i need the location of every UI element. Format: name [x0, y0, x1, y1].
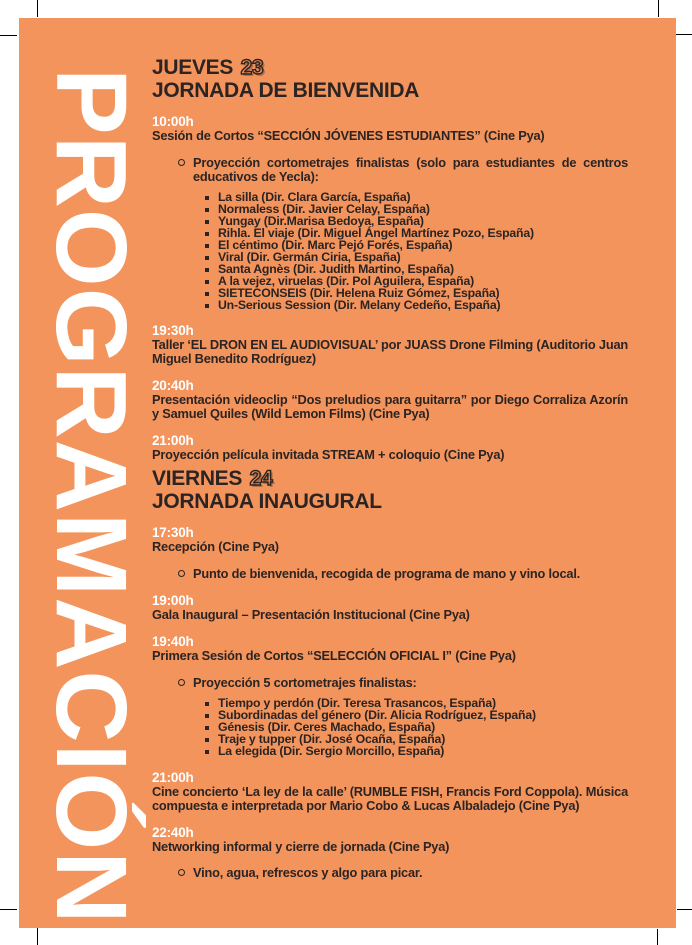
square-bullet-icon	[205, 220, 209, 224]
film-title: Viral (Dir. Germán Ciria, España)	[218, 249, 401, 264]
note-text: Punto de bienvenida, recogida de programa de mano y vino local.	[193, 566, 581, 582]
event-title: Recepción (Cine Pya)	[152, 539, 279, 555]
film-title: Tiempo y perdón (Dir. Teresa Trasancos, España)	[218, 696, 496, 711]
day-subtitle: JORNADA INAUGURAL	[152, 490, 382, 514]
event-title: Taller ‘EL DRON EN EL AUDIOVISUAL’ por JUASS Drone Filming (Auditorio Juan Miguel Benedito Rodríguez)	[152, 337, 628, 367]
day-header	[152, 56, 628, 102]
square-bullet-icon	[205, 726, 209, 730]
square-bullet-icon	[205, 750, 209, 754]
event	[152, 593, 628, 622]
event-title: Presentación videoclip “Dos preludios para guitarra” por Diego Corraliza Azorín y Samuel Quiles (Wild Lemon Films) (Cine Pya)	[152, 392, 628, 421]
day-section	[152, 467, 628, 880]
circle-bullet-icon	[178, 869, 185, 876]
event-time: 20:40h	[152, 378, 194, 394]
day-number: 23	[240, 56, 264, 79]
film-title: Normaless (Dir. Javier Celay, España)	[218, 202, 430, 217]
film-title: SIETECONSEIS (Dir. Helena Ruiz Gómez, España)	[218, 285, 500, 300]
event-time: 22:40h	[152, 824, 194, 840]
square-bullet-icon	[205, 738, 209, 742]
square-bullet-icon	[205, 196, 209, 200]
crop-mark	[677, 909, 692, 910]
film-title: La elegida (Dir. Sergio Morcillo, España)	[218, 744, 445, 759]
square-bullet-icon	[205, 256, 209, 260]
square-bullet-icon	[205, 292, 209, 296]
film-item	[205, 746, 628, 758]
day-subtitle: JORNADA DE BIENVENIDA	[152, 79, 420, 102]
event-title: Cine concierto ‘La ley de la calle’ (RUMBLE FISH, Francis Ford Coppola). Música compuesta e interpretada por Mario Cobo & Lucas Albaladejo (Cine Pya)	[152, 783, 628, 813]
film-item	[205, 297, 628, 312]
film-title: El céntimo (Dir. Marc Pejó Forés, España)	[218, 238, 453, 253]
event-title: Proyección película invitada STREAM + coloquio (Cine Pya)	[152, 446, 505, 462]
square-bullet-icon	[205, 268, 209, 272]
event-time: 19:30h	[152, 323, 194, 339]
crop-mark	[676, 34, 692, 35]
crop-mark	[0, 35, 17, 36]
crop-mark	[658, 0, 659, 17]
event	[152, 433, 628, 462]
square-bullet-icon	[205, 280, 209, 284]
event-time: 21:00h	[152, 432, 194, 448]
day-name: JUEVES	[152, 56, 234, 79]
film-title: Traje y tupper (Dir. José Ocaña, España)	[218, 732, 446, 747]
square-bullet-icon	[205, 304, 209, 308]
day-header	[152, 467, 628, 513]
day-title-line	[152, 56, 628, 79]
film-title: Un-Serious Session (Dir. Melany Cedeño, España)	[218, 297, 501, 312]
event-title: Networking informal y cierre de jornada (Cine Pya)	[152, 838, 450, 854]
crop-mark	[0, 909, 17, 910]
square-bullet-icon	[205, 702, 209, 706]
film-title: La silla (Dir. Clara García, España)	[218, 190, 411, 205]
vertical-title: PROGRAMACIÓN	[35, 68, 147, 925]
event-note	[152, 676, 628, 690]
event-time: 19:00h	[152, 593, 194, 609]
event-time: 10:00h	[152, 114, 194, 129]
film-title: Rihla. El viaje (Dir. Miguel Ángel Martínez Pozo, España)	[218, 226, 534, 241]
crop-mark	[37, 928, 38, 945]
event	[152, 770, 628, 813]
crop-mark	[37, 0, 38, 17]
film-title: Santa Agnès (Dir. Judith Martino, España)	[218, 261, 454, 276]
day-name: VIERNES	[152, 467, 243, 491]
note-text: Vino, agua, refrescos y algo para picar.	[193, 865, 423, 881]
square-bullet-icon	[205, 208, 209, 212]
square-bullet-icon	[205, 714, 209, 718]
event-title: Primera Sesión de Cortos “SELECCIÓN OFICIAL I” (Cine Pya)	[152, 647, 516, 663]
event	[152, 378, 628, 421]
event	[152, 323, 628, 366]
event	[152, 634, 628, 758]
event-title: Gala Inaugural – Presentación Institucional (Cine Pya)	[152, 607, 470, 623]
circle-bullet-icon	[178, 159, 185, 166]
film-title: Yungay (Dir.Marisa Bedoya, España)	[218, 214, 424, 229]
film-title: Génesis (Dir. Ceres Machado, España)	[218, 720, 435, 735]
event-note	[152, 567, 628, 581]
schedule	[152, 56, 628, 880]
crop-mark	[657, 929, 658, 945]
event-time: 21:00h	[152, 769, 194, 785]
event-time: 19:40h	[152, 633, 194, 649]
film-list	[152, 698, 628, 758]
square-bullet-icon	[205, 244, 209, 248]
note-text: Proyección 5 cortometrajes finalistas:	[193, 674, 417, 690]
circle-bullet-icon	[178, 570, 185, 577]
orange-panel	[19, 18, 676, 928]
square-bullet-icon	[205, 232, 209, 236]
day-section	[152, 56, 628, 461]
film-list	[152, 192, 628, 311]
event-title: Sesión de Cortos “SECCIÓN JÓVENES ESTUDIANTES” (Cine Pya)	[152, 128, 545, 143]
event-time: 17:30h	[152, 525, 194, 541]
film-title: Subordinadas del género (Dir. Alicia Rodríguez, España)	[218, 708, 536, 723]
event-note	[152, 156, 628, 184]
film-title: A la vejez, viruelas (Dir. Pol Aguilera, España)	[218, 273, 475, 288]
note-text: Proyección cortometrajes finalistas (solo para estudiantes de centros educativos de Yecla):	[193, 154, 628, 184]
circle-bullet-icon	[178, 679, 185, 686]
day-number: 24	[249, 467, 273, 491]
event	[152, 825, 628, 881]
day-title-line	[152, 467, 628, 490]
event	[152, 114, 628, 311]
event	[152, 525, 628, 581]
event-note	[152, 866, 628, 880]
